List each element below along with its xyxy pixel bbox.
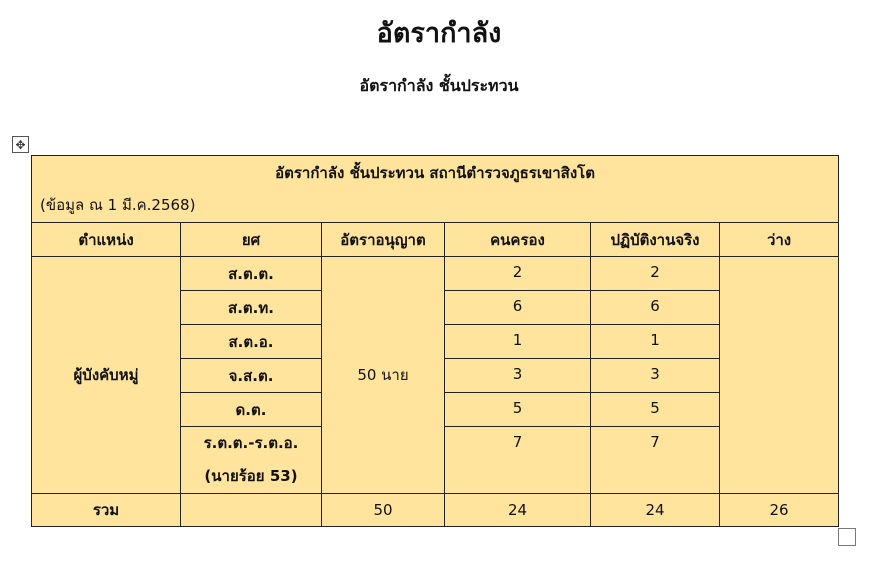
rank-cell: ส.ต.ท. (181, 291, 322, 325)
total-label: รวม (32, 494, 181, 527)
occupied-cell: 7 (445, 427, 591, 494)
rank-cell (181, 427, 322, 494)
occupied-cell: 1 (445, 325, 591, 359)
occupied-cell: 3 (445, 359, 591, 393)
total-occupied: 24 (445, 494, 591, 527)
header-actual: ปฏิบัติงานจริง (591, 223, 720, 257)
rank-note: (นายร้อย 53) (204, 467, 298, 485)
actual-cell: 1 (591, 325, 720, 359)
rank-cell: จ.ส.ต. (181, 359, 322, 393)
header-rank: ยศ (181, 223, 322, 257)
caption-note: (ข้อมูล ณ 1 มี.ค.2568) (40, 196, 196, 214)
vacant-cell (720, 257, 839, 494)
total-allowed: 50 (322, 494, 445, 527)
occupied-cell: 5 (445, 393, 591, 427)
rank-cell: ด.ต. (181, 393, 322, 427)
resize-handle-icon[interactable] (838, 528, 856, 546)
rank-label: ร.ต.ต.-ร.ต.อ. (203, 434, 299, 452)
document-title: อัตรากำลัง (376, 18, 502, 49)
actual-cell: 3 (591, 359, 720, 393)
header-position: ตำแหน่ง (32, 223, 181, 257)
total-vacant: 26 (720, 494, 839, 527)
total-actual: 24 (591, 494, 720, 527)
actual-cell: 7 (591, 427, 720, 494)
rank-cell: ส.ต.ต. (181, 257, 322, 291)
table-caption (32, 156, 839, 223)
caption-title: อัตรากำลัง ชั้นประทวน สถานีตำรวจภูธรเขาสิงโต (275, 164, 595, 182)
total-rank (181, 494, 322, 527)
header-allowed: อัตราอนุญาต (322, 223, 445, 257)
position-cell: ผู้บังคับหมู่ (32, 257, 181, 494)
total-row (32, 494, 839, 527)
manpower-table (31, 155, 839, 527)
rank-cell: ส.ต.อ. (181, 325, 322, 359)
actual-cell: 2 (591, 257, 720, 291)
header-row (32, 223, 839, 257)
occupied-cell: 6 (445, 291, 591, 325)
move-icon[interactable]: ✥ (12, 136, 29, 153)
actual-cell: 6 (591, 291, 720, 325)
table-row (32, 257, 839, 291)
actual-cell: 5 (591, 393, 720, 427)
allowed-cell: 50 นาย (322, 257, 445, 494)
occupied-cell: 2 (445, 257, 591, 291)
document-subtitle: อัตรากำลัง ชั้นประทวน (359, 76, 519, 95)
header-occupied: คนครอง (445, 223, 591, 257)
header-vacant: ว่าง (720, 223, 839, 257)
